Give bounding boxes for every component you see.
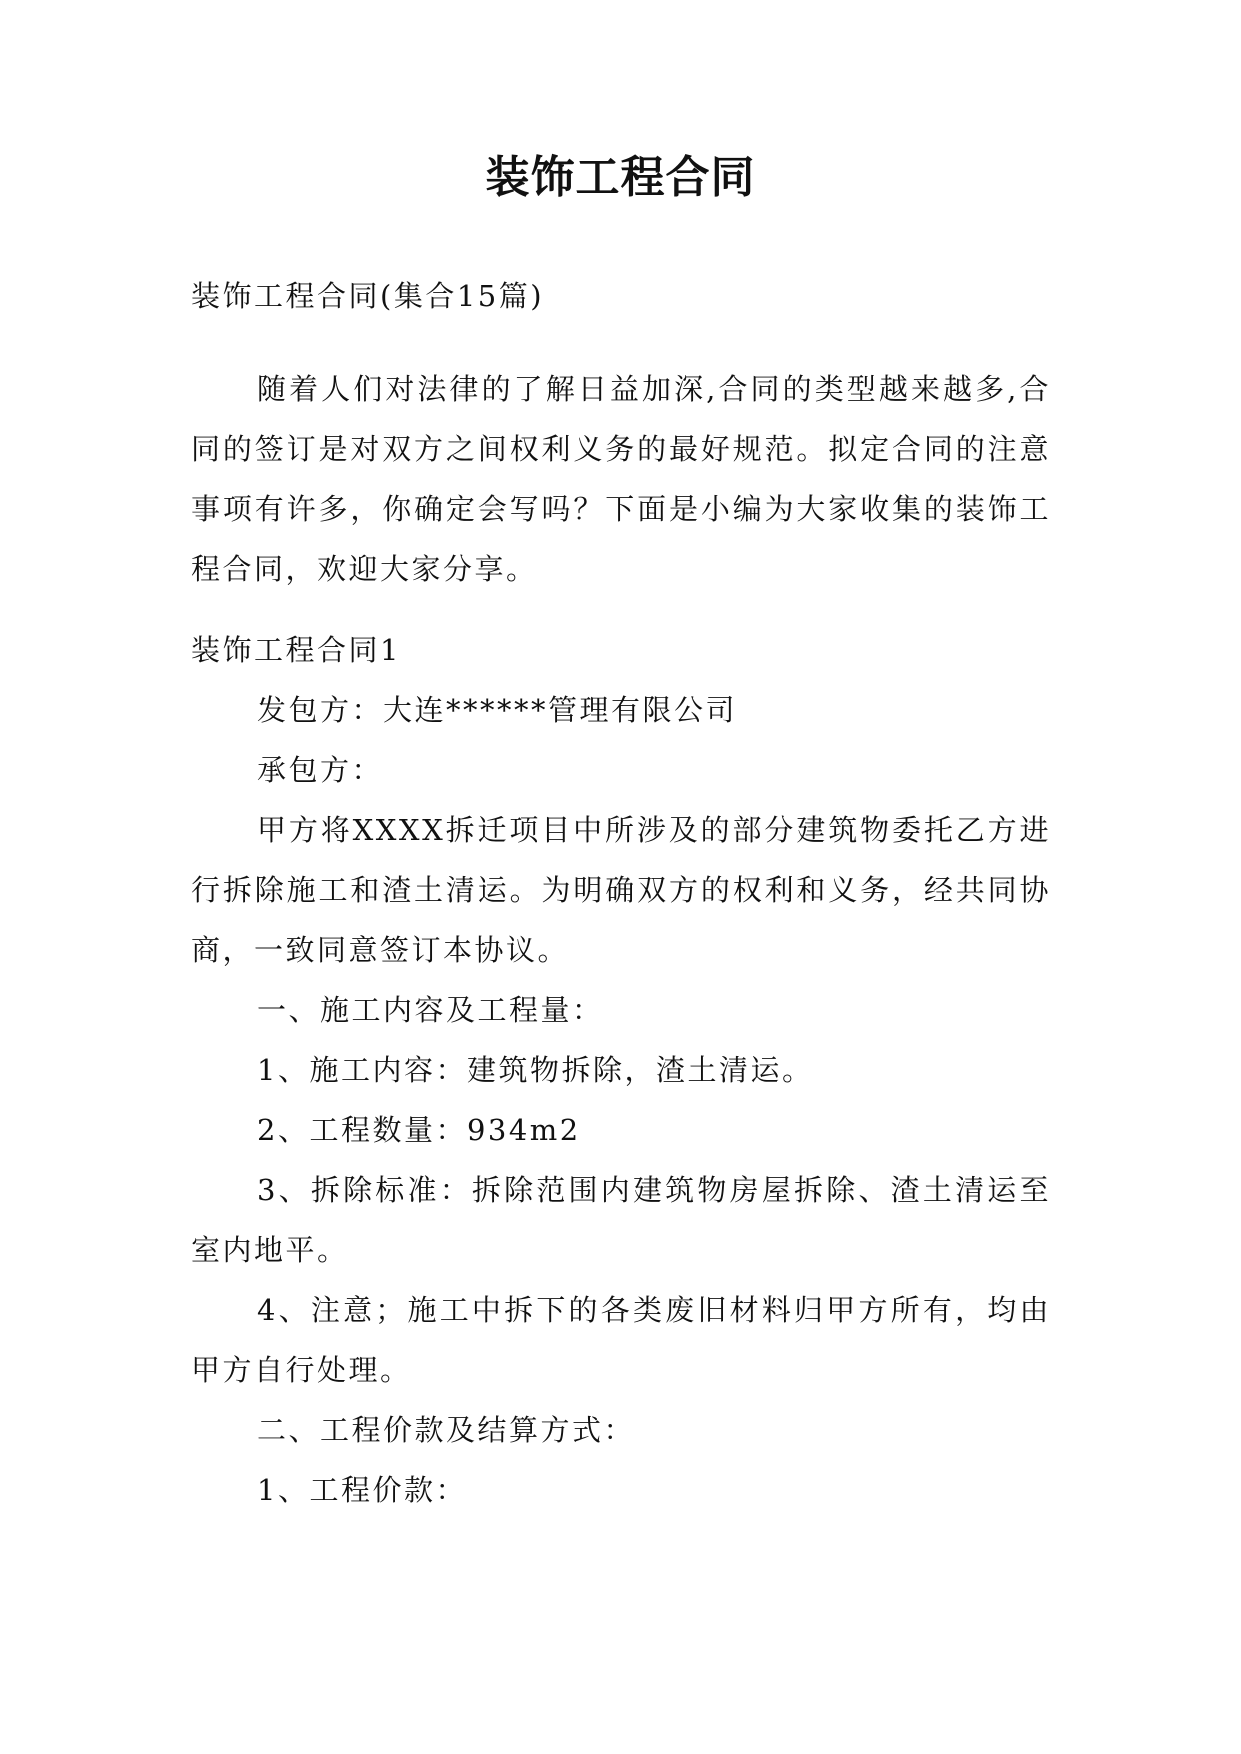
- clause-1-3: 3、拆除标准：拆除范围内建筑物房屋拆除、渣土清运至室内地平。: [191, 1173, 1051, 1267]
- agreement-paragraph: 甲方将XXXX拆迁项目中所涉及的部分建筑物委托乙方进行拆除施工和渣土清运。为明确双方的权利和义务，经共同协商，一致同意签订本协议。: [191, 813, 1051, 967]
- document-subtitle: 装饰工程合同(集合15篇): [191, 279, 545, 313]
- clause-2-heading: 二、工程价款及结算方式：: [257, 1413, 636, 1447]
- intro-block: [191, 359, 1051, 599]
- clause-1-2: 2、工程数量：934m2: [257, 1113, 581, 1147]
- contract-body: [191, 620, 1051, 1520]
- party-b-line: 承包方：: [257, 753, 384, 787]
- clause-2-1: 1、工程价款：: [257, 1473, 467, 1507]
- section-heading: 装饰工程合同1: [191, 633, 401, 667]
- clause-1-4: 4、注意；施工中拆下的各类废旧材料归甲方所有，均由甲方自行处理。: [191, 1293, 1051, 1387]
- clause-1-heading: 一、施工内容及工程量：: [257, 993, 604, 1027]
- subtitle-block: [191, 266, 1051, 326]
- clause-1-1: 1、施工内容：建筑物拆除，渣土清运。: [257, 1053, 814, 1087]
- party-a-line: 发包方：大连******管理有限公司: [257, 693, 738, 727]
- intro-paragraph: 随着人们对法律的了解日益加深,合同的类型越来越多,合同的签订是对双方之间权利义务的最好规范。拟定合同的注意事项有许多，你确定会写吗？下面是小编为大家收集的装饰工程合同，欢迎大家分享。: [191, 372, 1051, 586]
- document-title: 装饰工程合同: [485, 152, 756, 203]
